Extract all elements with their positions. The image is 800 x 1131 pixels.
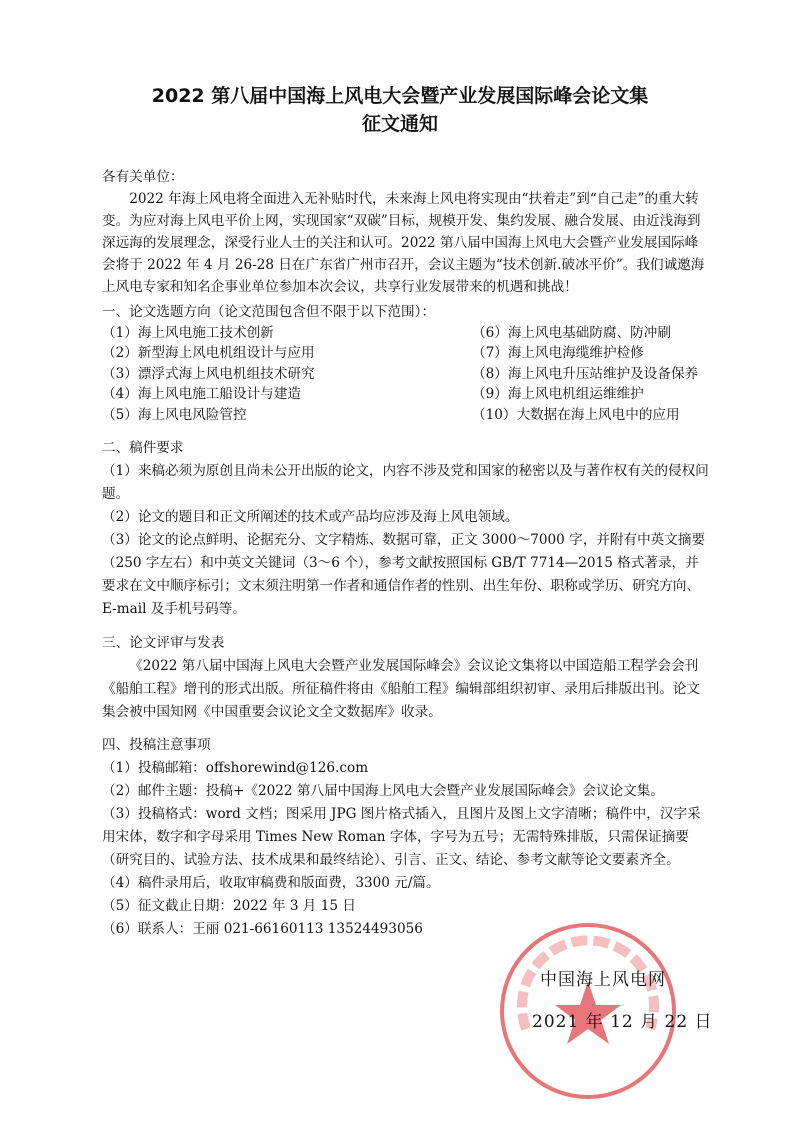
submission-item: （2）邮件主题：投稿+《2022 第八届中国海上风电大会暨产业发展国际峰会》会议论文集。: [102, 783, 664, 799]
section-1-heading: 一、论文选题方向（论文范围包含但不限于以下范围）：: [102, 304, 436, 320]
topic-item: （8）海上风电升压站维护及设备保养: [472, 365, 699, 382]
topic-item: （9）海上风电机组运维维护: [472, 386, 644, 402]
submission-item: （4）稿件录用后，收取审稿费和版面费，3300 元/篇。: [102, 875, 440, 891]
topic-item: （4）海上风电施工船设计与建造: [102, 386, 301, 402]
topic-item: （6）海上风电基础防腐、防冲刷: [472, 324, 671, 341]
submission-item: （5）征文截止日期：2022 年 3 月 15 日: [102, 898, 356, 914]
topic-item: （1）海上风电施工技术创新: [102, 324, 274, 341]
topic-item: （5）海上风电风险管控: [102, 406, 247, 423]
topic-item: （2）新型海上风电机组设计与应用: [102, 345, 315, 361]
requirement-item: （3）论文的论点鲜明、论据充分、文字精炼、数据可靠，正文 3000～7000 字，并附有中英文摘要（250 字左右）和中英文关键词（3～6 个），参考文献按照国标 GB/T 7714—2015 格式著录，并要求在文中顺序标引；文末须注明第一作者和通信作者的性别、出生年份、职称或学历、研究方向、E-mail 及手机号码等。: [102, 532, 706, 617]
review-section: [102, 632, 710, 724]
submission-email: （1）投稿邮箱：offshorewind@126.com: [102, 760, 369, 776]
requirements-section: [102, 437, 710, 621]
section-4-heading: 四、投稿注意事项: [102, 737, 211, 753]
submission-item: （3）投稿格式：word 文档；图采用 JPG 图片格式插入，且图片及图上文字清晰；稿件中，汉字采用宋体，数字和字母采用 Times New Roman 字体，字号为五号；无需特殊排版，只需保证摘要（研究目的、试验方法、技术成果和最终结论）、引言、正文、结论、参考文献等论文要素齐全。: [102, 806, 701, 868]
signature-organization: 中国海上风电网: [540, 970, 666, 990]
topics-section: [102, 302, 710, 425]
requirement-item: （2）论文的题目和正文所阐述的技术或产品均应涉及海上风电领域。: [102, 509, 519, 525]
contact-item: （6）联系人：王丽 021-66160113 13524493056: [102, 921, 423, 937]
document-subtitle: 征文通知: [361, 113, 438, 135]
section-3-heading: 三、论文评审与发表: [102, 635, 225, 651]
salutation: 各有关单位：: [102, 169, 184, 185]
submission-section: [102, 734, 710, 941]
signature-date: 2021 年 12 月 22 日: [532, 1012, 713, 1032]
intro-paragraph: 2022 年海上风电将全面进入无补贴时代，未来海上风电将实现由“扶着走”到“自己走”的重大转变。为应对海上风电平价上网，实现国家“双碳”目标，规模开发、集约发展、融合发展、由近浅海到深远海的发展理念，深受行业人士的关注和认可。2022 第八届中国海上风电大会暨产业发展国际峰会将于 2022 年 4 月 26-28 日在广东省广州市召开，会议主题为“技术创新.破冰平价”。我们诚邀海上风电专家和知名企事业单位参加本次会议，共享行业发展带来的机遇和挑战！: [102, 191, 705, 295]
review-paragraph: 《2022 第八届中国海上风电大会暨产业发展国际峰会》会议论文集将以中国造船工程学会会刊《船舶工程》增刊的形式出版。所征稿件将由《船舶工程》编辑部组织初审、录用后排版出刊。论文集会被中国知网《中国重要会议论文全文数据库》收录。: [102, 658, 701, 720]
topic-item: （7）海上风电海缆维护检修: [472, 345, 644, 361]
section-2-heading: 二、稿件要求: [102, 440, 184, 456]
topic-item: （3）漂浮式海上风电机组技术研究: [102, 365, 315, 382]
requirement-item: （1）来稿必须为原创且尚未公开出版的论文，内容不涉及党和国家的秘密以及与著作权有关的侵权问题。: [102, 463, 709, 502]
document-title: 2022 第八届中国海上风电大会暨产业发展国际峰会论文集: [151, 85, 649, 107]
topic-item: （10）大数据在海上风电中的应用: [472, 406, 680, 423]
